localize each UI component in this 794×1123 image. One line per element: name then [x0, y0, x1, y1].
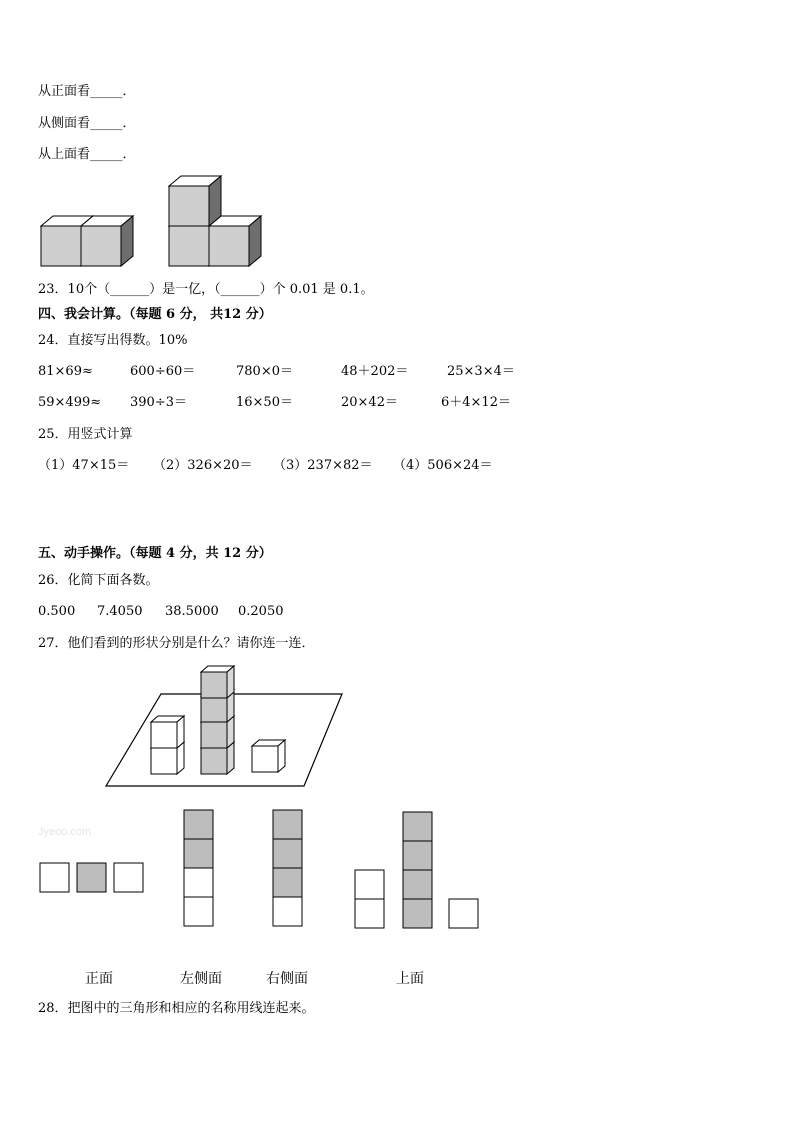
question-28: 28．把图中的三角形和相应的名称用线连起来。	[38, 1001, 315, 1016]
left-side-view-figure	[184, 810, 213, 926]
vertical-calc-item: （2）326×20＝	[153, 458, 253, 473]
vertical-calc-item: （4）506×24＝	[393, 458, 493, 473]
calc-item: 81×69≈	[38, 364, 93, 379]
calc-item: 48＋202＝	[341, 364, 409, 379]
watermark: Jyeoo.com	[38, 826, 92, 838]
calc-item: 16×50＝	[236, 395, 293, 410]
label-left-side: 左侧面	[180, 971, 222, 987]
number-item: 0.2050	[238, 604, 284, 619]
vertical-calc-item: （3）237×82＝	[273, 458, 373, 473]
section-5-heading: 五、动手操作。（每题 4 分，共 12 分）	[38, 546, 272, 561]
question-24-title: 24．直接写出得数。10%	[38, 333, 188, 348]
vertical-calc-item: （1）47×15＝	[38, 458, 130, 473]
question-27-title: 27．他们看到的形状分别是什么？请你连一连．	[38, 636, 315, 651]
calc-item: 390÷3＝	[130, 395, 187, 410]
calc-item: 20×42＝	[341, 395, 398, 410]
calc-item: 59×499≈	[38, 395, 102, 410]
number-item: 7.4050	[97, 604, 143, 619]
label-front: 正面	[85, 971, 113, 987]
question-25-title: 25．用竖式计算	[38, 427, 133, 442]
label-right-side: 右侧面	[266, 971, 308, 987]
right-side-view-figure	[273, 810, 302, 926]
number-item: 38.5000	[165, 604, 219, 619]
calc-item: 780×0＝	[236, 364, 293, 379]
top-view-figure	[355, 812, 478, 928]
question-26-title: 26．化简下面各数。	[38, 573, 159, 588]
number-item: 0.500	[38, 604, 76, 619]
label-top: 上面	[396, 971, 424, 987]
two-cube-row-figure	[41, 216, 133, 266]
question-23: 23．10个（______）是一亿，（______）个 0.01 是 0.1。	[38, 282, 374, 297]
calc-item: 600÷60＝	[130, 364, 196, 379]
front-view-figure	[40, 863, 143, 892]
calc-item: 6＋4×12＝	[441, 395, 511, 410]
l-shape-cube-figure	[169, 176, 261, 266]
view-front-line: 从正面看_____．	[38, 84, 136, 99]
calc-item: 25×3×4＝	[447, 364, 515, 379]
view-top-line: 从上面看_____．	[38, 147, 136, 162]
view-side-line: 从侧面看_____．	[38, 116, 136, 131]
cube-scene-figure	[106, 666, 342, 786]
section-4-heading: 四、我会计算。（每题 6 分， 共12 分）	[38, 307, 272, 322]
